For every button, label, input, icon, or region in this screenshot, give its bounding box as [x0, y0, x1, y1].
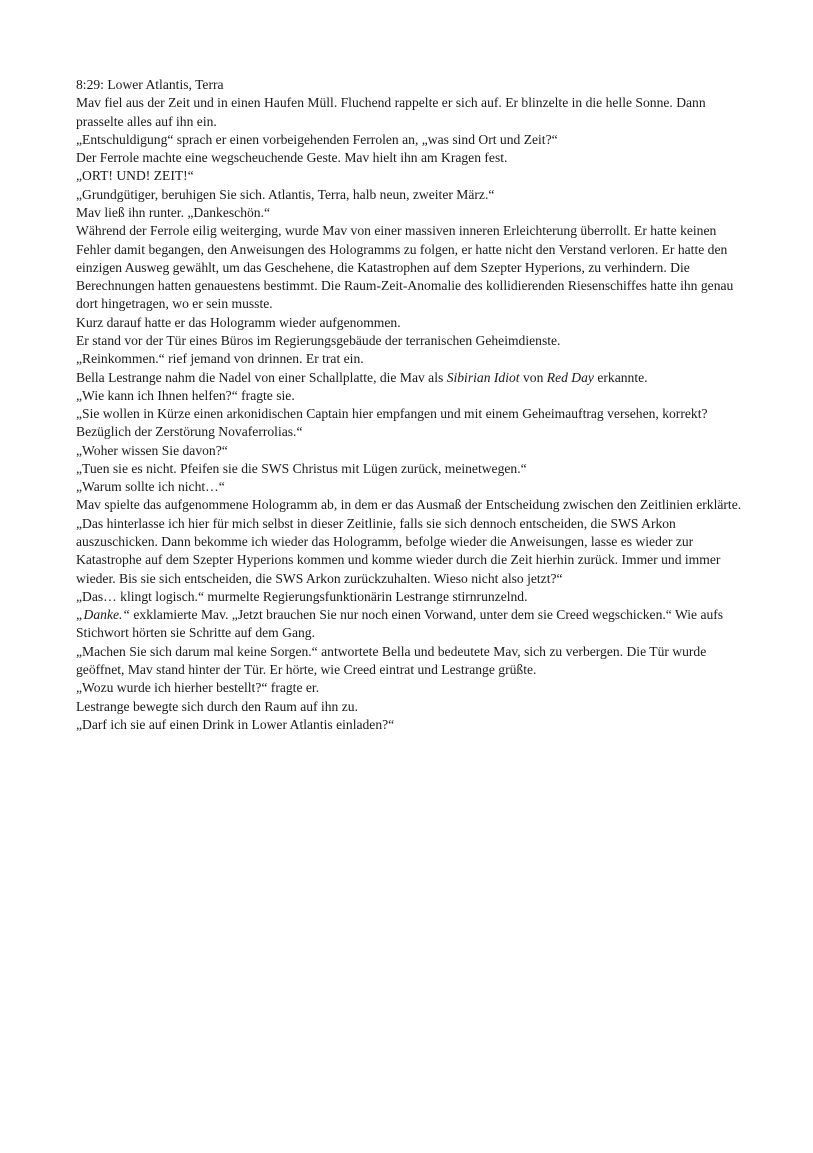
paragraph-danke	[76, 606, 746, 643]
paragraph-15: „Warum sollte ich nicht…“	[76, 479, 225, 495]
danke-text-rest: exklamierte Mav. „Jetzt brauchen Sie nur noch einen Vorwand, unter dem sie Creed wegschicken.“ Wie aufs Stichwort hörten sie Schritte auf dem Gang.	[76, 607, 724, 641]
paragraph-4: „ORT! UND! ZEIT!“	[76, 168, 194, 184]
paragraph-10: „Reinkommen.“ rief jemand von drinnen. Er trat ein.	[76, 351, 364, 367]
paragraph-16: Mav spielte das aufgenommene Hologramm ab, in dem er das Ausmaß der Entscheidung zwischen den Zeitlinien erklärte. „Das hinterlasse ich hier für mich selbst in dieser Zeitlinie, falls sie sich dennoch entscheiden, die SWS Arkon auszuschicken. Dann bekomme ich wieder das Hologramm, befolge wieder die Anweisungen, lasse es wieder zur Katastrophe auf dem Szepter Hyperions kommen und komme wieder durch die Zeit hierhin zurück. Immer und immer wieder. Bis sie sich entscheiden, die SWS Arkon zurückzuhalten. Wieso nicht also jetzt?“	[76, 497, 742, 586]
record-text-middle: von	[519, 369, 547, 385]
paragraph-21: „Darf ich sie auf einen Drink in Lower Atlantis einladen?“	[76, 716, 395, 732]
paragraph-19: „Wozu wurde ich hierher bestellt?“ fragte er.	[76, 680, 320, 696]
paragraph-11: „Wie kann ich Ihnen helfen?“ fragte sie.	[76, 387, 295, 403]
song-title: Sibirian Idiot	[446, 369, 520, 385]
paragraph-13: „Woher wissen Sie davon?“	[76, 442, 228, 458]
document-text-body	[76, 76, 746, 734]
paragraph-3: Der Ferrole machte eine wegscheuchende Geste. Mav hielt ihn am Kragen fest.	[76, 150, 508, 166]
band-name: Red Day	[546, 369, 594, 385]
paragraph-18: „Machen Sie sich darum mal keine Sorgen.“ antwortete Bella und bedeutete Mav, sich zu verbergen. Die Tür wurde geöffnet, Mav stand hinter der Tür. Er hörte, wie Creed eintrat und Lestrange grüßte.	[76, 643, 707, 677]
paragraph-14: „Tuen sie es nicht. Pfeifen sie die SWS Christus mit Lügen zurück, meinetwegen.“	[76, 460, 527, 476]
paragraph-20: Lestrange bewegte sich durch den Raum auf ihn zu.	[76, 698, 358, 714]
record-text-after: erkannte.	[593, 369, 648, 385]
paragraph-7: Während der Ferrole eilig weiterging, wurde Mav von einer massiven inneren Erleichterung überrollt. Er hatte keinen Fehler damit begangen, den Anweisungen des Hologramms zu folgen, er hatte nicht den Verstand verloren. Er hatte den einzigen Ausweg gewählt, um das Geschehene, die Katastrophen auf dem Szepter Hyperions, zu verhindern. Die Berechnungen hatten genauestens bestimmt. Die Raum-Zeit-Anomalie des kollidierenden Riesenschiffes hatte ihn genau dort hingetragen, wo er sein musste.	[76, 223, 734, 312]
record-text-before: Bella Lestrange nahm die Nadel von einer Schallplatte, die Mav als	[76, 369, 447, 385]
paragraph-5: „Grundgütiger, beruhigen Sie sich. Atlantis, Terra, halb neun, zweiter März.“	[76, 186, 495, 202]
paragraph-8: Kurz darauf hatte er das Hologramm wieder aufgenommen.	[76, 314, 401, 330]
paragraph-9: Er stand vor der Tür eines Büros im Regierungsgebäude der terranischen Geheimdienste.	[76, 332, 561, 348]
paragraph-12: „Sie wollen in Kürze einen arkonidischen Captain hier empfangen und mit einem Geheimauftrag versehen, korrekt? Bezüglich der Zerstörung Novaferrolias.“	[76, 406, 708, 440]
paragraph-17: „Das… klingt logisch.“ murmelte Regierungsfunktionärin Lestrange stirnrunzelnd.	[76, 588, 528, 604]
paragraph-2: „Entschuldigung“ sprach er einen vorbeigehenden Ferrolen an, „was sind Ort und Zeit?“	[76, 131, 558, 147]
paragraph-1: Mav fiel aus der Zeit und in einen Haufen Müll. Fluchend rappelte er sich auf. Er blinzelte in die helle Sonne. Dann prasselte alles auf ihn ein.	[76, 95, 706, 129]
paragraph-6: Mav ließ ihn runter. „Dankeschön.“	[76, 204, 271, 220]
danke-emphasis: „Danke.“	[76, 607, 130, 623]
scene-heading: 8:29: Lower Atlantis, Terra	[76, 77, 224, 92]
paragraph-record	[76, 369, 746, 387]
